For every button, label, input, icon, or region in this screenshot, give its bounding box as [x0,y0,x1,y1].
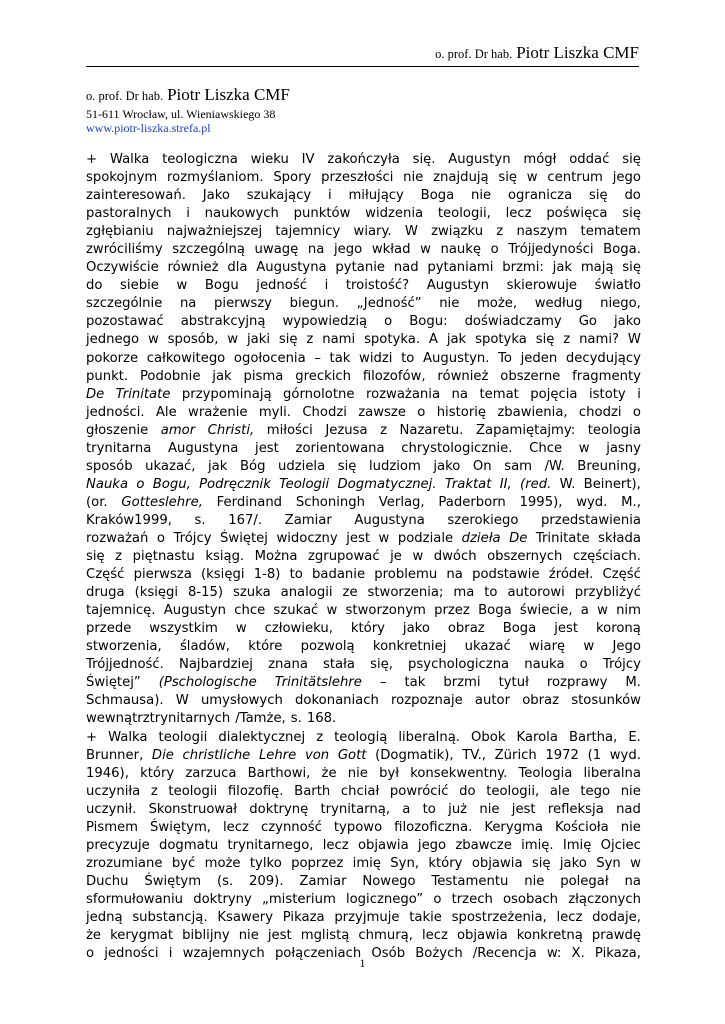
website-link[interactable]: www.piotr-liszka.strefa.pl [86,121,211,135]
text-line: jedności. Ale wrażenie myli. Chodzi zawsze o historię zbawienia, chodzi o [86,404,641,420]
text-line: zainteresowań. Jako szukający i miłujący Boga nie ogranicza się do [86,188,641,204]
text-line: sformułowaniu doktryny „misterium logicznego” o trzech osobach złączonych [86,891,641,907]
text-line: Świętej” (Pschologische Trinitätslehre – tak brzmi tytuł rozprawy M. [86,675,641,691]
text-line: stworzenia, śladów, które pozwolą konkretniej ukazać wiarę w Jego [86,639,641,655]
text-line: punkt. Podobnie jak pisma greckich filozofów, również obszerne fragmenty [86,368,641,384]
text-line: rozważań o Trójcy Świętej widoczny jest w podziale dzieła De Trinitate składa [86,530,641,546]
text-line: pastoralnych i naukowych punktów widzenia teologii, lecz poświęca się [86,206,641,222]
running-header [435,43,639,63]
text-line: Pismem Świętym, lecz czynność typowo filozoficzna. Kerygma Kościoła nie [86,819,641,835]
text-line: spokojnym rozmyślaniom. Spory przeszłości nie znajdują się w centrum jego [86,170,641,186]
text-line: że kerygmat biblijny nie jest mglistą chmurą, lecz objawia konkretną prawdę [86,928,641,944]
text-line: tajemnicę. Augustyn chce szukać w stworzonym przez Boga świecie, a w nim [86,603,641,619]
text-line: Oczywiście również dla Augustyna pytanie nad pytaniami brzmi: jak mają się [86,260,641,276]
header-prefix: o. prof. Dr hab. [435,47,513,61]
text-line: Kraków1999, s. 167/. Zamiar Augustyna szerokiego przedstawienia [86,512,641,528]
text-line: zgłębianiu najważniejszej tajemnicy wiary. W związku z naszym tematem [86,224,641,240]
text-line: zrozumiane być może tylko poprzez imię Syn, który objawia się jako Syn w [86,855,641,871]
author-address-block [86,86,290,134]
text-line: uczyniła z teologii filozofię. Barth chciał powrócić do teologii, ale tego nie [86,783,641,799]
text-line: Trójjedność. Najbardziej znana stała się, psychologiczna nauka o Trójcy [86,657,641,673]
text-line: do siebie w Bogu jedność i troistość? Augustyn skierowuje światło [86,278,641,294]
text-line: Duchu Świętym (s. 209). Zamiar Nowego Testamentu nie polegał na [86,873,641,889]
text-line: 1946), który zarzuca Barthowi, że nie był konsekwentny. Teologia liberalna [86,765,641,781]
text-line: Schmausa). W umysłowych dokonaniach rozpoznaje autor obraz stosunków [86,693,641,709]
text-line: trynitarna Augustyna jest zorientowana chrystologicznie. Chce w jasny [86,440,641,456]
header-author-name: Piotr Liszka CMF [516,43,639,62]
text-line: druga (księgi 8-15) szuka analogii ze stworzenia; ma to autorowi przybliżyć [86,585,641,601]
page-number: 1 [359,956,366,970]
text-line: przede wszystkim w człowieku, który jako obraz Boga jest koroną [86,621,641,637]
text-line: De Trinitate przypominają górnolotne rozważania na temat pojęcia istoty i [86,386,641,402]
text-line: (or. Gotteslehre, Ferdinand Schoningh Verlag, Paderborn 1995), wyd. M., [86,494,641,510]
text-line: Nauka o Bogu, Podręcznik Teologii Dogmatycznej. Traktat II, (red. W. Beinert), [86,476,641,492]
text-line: + Walka teologiczna wieku IV zakończyła się. Augustyn mógł oddać się [86,152,641,167]
text-line: jednego w sposób, w jaki się z nami spotyka. A jak spotyka się z nami? W [86,332,641,348]
text-line: + Walka teologii dialektycznej z teologią liberalną. Obok Karola Bartha, E. [86,729,641,745]
text-line: Część pierwsza (księgi 1-8) to badanie problemu na podstawie źródeł. Część [86,567,641,583]
text-line: pokorze całkowitego ogołocenia – tak widzi to Augustyn. To jeden decydujący [86,350,641,366]
address-author-name: Piotr Liszka CMF [167,85,290,104]
address-prefix: o. prof. Dr hab. [86,89,164,103]
text-line: uczynił. Skonstruował doktrynę trynitarną, a to już nie jest refleksja nad [86,801,641,817]
text-line: sposób ukazać, jak Bóg udziela się ludziom jako On sam /W. Breuning, [86,458,641,474]
text-line: pozostawać abstrakcyjną wypowiedzią o Bogu: doświadczamy Go jako [86,314,641,330]
header-divider [86,66,639,67]
text-line: precyzuje dogmatu trynitarnego, lecz objawia jego zbawcze imię. Imię Ojciec [86,837,641,853]
text-line: wewnątrztrynitarnych /Tamże, s. 168. [86,711,337,727]
text-line: zwróciliśmy szczególną uwagę na jego wkład w naukę o Trójjedyności Boga. [86,242,641,258]
address-street: 51-611 Wrocław, ul. Wieniawskiego 38 [86,107,276,121]
text-line: szczególnie na pierwszy biegun. „Jedność” nie może, według niego, [86,296,641,312]
body-text [86,151,641,963]
text-line: o jedności i wzajemnych połączeniach Osób Bożych /Recencja w: X. Pikaza, [86,946,641,962]
text-line: głoszenie amor Christi, miłości Jezusa z Nazaretu. Zapamiętajmy: teologia [86,422,641,438]
text-line: jedną substancją. Ksawery Pikaza przyjmuje takie spostrzeżenia, lecz dodaje, [86,909,641,925]
text-line: Brunner, Die christliche Lehre von Gott (Dogmatik), TV., Zürich 1972 (1 wyd. [86,747,641,763]
text-line: się z piętnastu ksiąg. Można zgrupować je w dwóch obszernych częściach. [86,549,641,565]
